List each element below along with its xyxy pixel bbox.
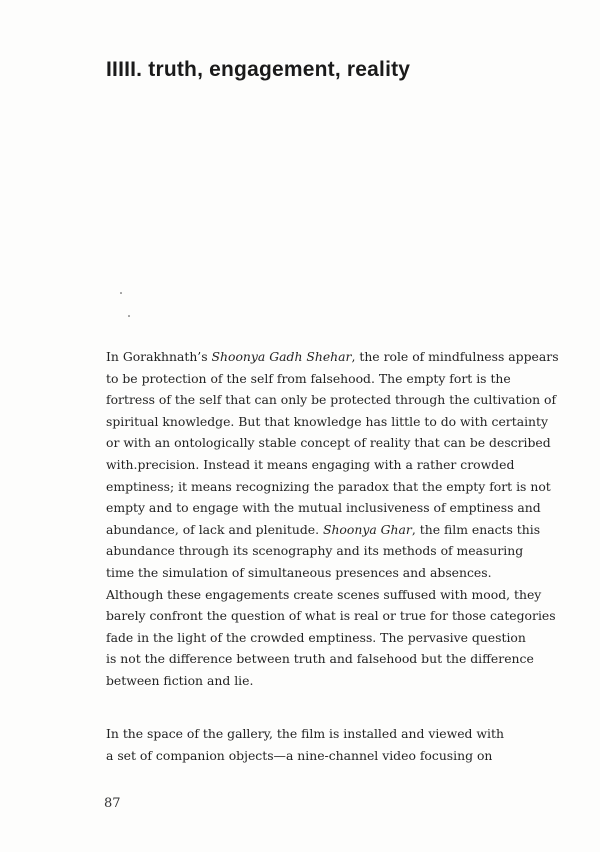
- text-line: with.precision. Instead it means engaging with a rather crowded: [106, 456, 515, 472]
- text-line: fade in the light of the crowded emptiness. The pervasive question: [106, 629, 526, 645]
- scan-speck: [120, 292, 122, 294]
- section-heading: [106, 58, 410, 82]
- text-line: time the simulation of simultaneous presences and absences.: [106, 564, 492, 580]
- text-line: In Gorakhnath’s Shoonya Gadh Shehar, the role of mindfulness appears: [106, 349, 559, 364]
- text-line: to be protection of the self from falsehood. The empty fort is the: [106, 370, 511, 386]
- scan-speck: [128, 315, 130, 317]
- section-numeral: IIIII.: [106, 58, 143, 81]
- text-line: barely confront the question of what is real or true for those categories: [106, 608, 556, 624]
- section-title: truth, engagement, reality: [148, 58, 411, 81]
- body-paragraph-1: [106, 346, 559, 692]
- text-line: Although these engagements create scenes suffused with mood, they: [106, 586, 542, 602]
- text-line: In the space of the gallery, the film is installed and viewed with: [106, 726, 504, 741]
- text-line: abundance, of lack and plenitude. Shoonya Ghar, the film enacts this: [106, 521, 541, 537]
- text-line: a set of companion objects—a nine-channel video focusing on: [106, 747, 493, 763]
- text-line: empty and to engage with the mutual inclusiveness of emptiness and: [106, 500, 541, 516]
- text-line: is not the difference between truth and falsehood but the difference: [106, 651, 534, 667]
- text-line: fortress of the self that can only be protected through the cultivation of: [106, 392, 557, 408]
- body-paragraph-2: [106, 723, 546, 766]
- text-line: spiritual knowledge. But that knowledge has little to do with certainty: [106, 413, 549, 429]
- text-line: emptiness; it means recognizing the paradox that the empty fort is not: [106, 478, 551, 494]
- text-line: or with an ontologically stable concept of reality that can be described: [106, 435, 551, 451]
- text-line: between fiction and lie.: [106, 672, 254, 688]
- text-line: abundance through its scenography and its methods of measuring: [106, 543, 524, 559]
- page-number: 87: [104, 796, 121, 811]
